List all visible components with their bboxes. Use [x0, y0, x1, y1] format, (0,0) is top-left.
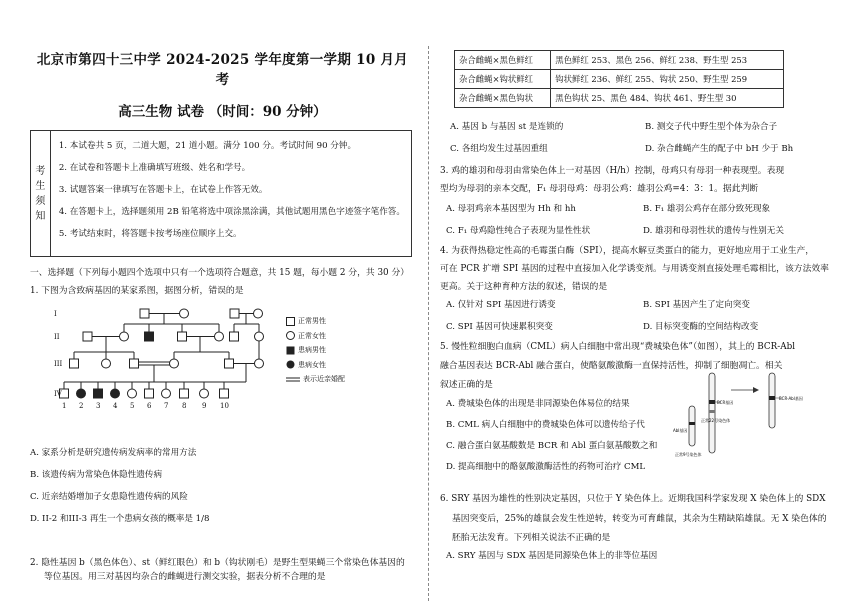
section-heading: 一、选择题（下列每小题四个选项中只有一个选项符合题意，共 15 题，每小题 2 分，共 30 分） — [30, 268, 410, 278]
iv-number: 1 — [62, 402, 67, 410]
table-row — [455, 70, 784, 89]
question-1-stem: 1. 下图为含致病基因的某家系图，据图分析，错误的是 — [30, 286, 244, 296]
column-divider — [428, 46, 429, 601]
label-normal22: 正常22号染色体 — [701, 418, 731, 423]
question-5-stem-line3: 叙述正确的是 — [440, 380, 493, 390]
q2-cross-table — [454, 50, 784, 108]
question-4-stem-line3: 更高。关于这种育种方法的叙述，错误的是 — [440, 282, 608, 292]
q4-option-a: A. 仅针对 SPI 基因进行诱变 — [446, 300, 556, 310]
q3-option-a: A. 母羽鸡亲本基因型为 Hh 和 hh — [446, 204, 576, 214]
legend-item: 患病男性 — [286, 343, 345, 358]
q3-option-d: D. 雄羽和母羽性状的遗传与性别无关 — [643, 226, 784, 236]
notice-label-char: 考 — [35, 165, 46, 177]
iv-number: 5 — [130, 402, 135, 410]
label-bcr: BCR基因 — [717, 400, 734, 405]
notice-label-char: 生 — [35, 180, 46, 192]
label-fusion: BCR-Abl基因 — [779, 396, 803, 401]
question-5-stem-line2: 融合基因表达 BCR-Abl 融合蛋白，使酪氨酸激酶一直保持活性，抑制了细胞凋亡。相关 — [440, 361, 783, 371]
iv-number: 2 — [79, 402, 84, 410]
q5-option-a: A. 费城染色体的出现是非同源染色体易位的结果 — [446, 399, 630, 409]
notice-item: 3. 试题答案一律填写在答题卡上，在试卷上作答无效。 — [58, 185, 268, 195]
pedigree-svg — [54, 304, 284, 434]
question-3-stem-line2: 型均为母羽的亲本交配，F₁ 母羽母鸡：母羽公鸡：雄羽公鸡=4：3：1。据此判断 — [440, 184, 759, 194]
q4-option-d: D. 目标突变酶的空间结构改变 — [643, 322, 759, 332]
q4-options — [440, 294, 840, 338]
exam-title-line2: 高三生物 试卷 （时间：90 分钟） — [118, 104, 327, 120]
table-cell-cross: 杂合雌蝇×黑色鲜红 — [455, 51, 551, 70]
q1-option-b: B. 该遗传病为常染色体隐性遗传病 — [30, 470, 163, 480]
question-4-stem-line2: 可在 PCR 扩增 SPI 基因的过程中直接加入化学诱变剂。与用诱变剂直接处理毛霉相比，该方法效率 — [440, 264, 829, 274]
notice-item: 5. 考试结束时，将答题卡按考场座位顺序上交。 — [58, 229, 242, 239]
q5-option-c: C. 融合蛋白氨基酸数是 BCR 和 Abl 蛋白氨基酸数之和 — [446, 441, 658, 451]
q1-option-d: D. II-2 和III-3 再生一个患病女孩的概率是 1/8 — [30, 514, 210, 524]
notice-item: 2. 在试卷和答题卡上准确填写班级、姓名和学号。 — [58, 163, 251, 173]
q4-option-c: C. SPI 基因可快速累积突变 — [446, 322, 553, 332]
q2-option-d: D. 杂合雌蝇产生的配子中 bH 少于 Bh — [645, 144, 794, 154]
q3-options — [440, 198, 840, 242]
notice-label — [31, 131, 51, 256]
legend-item: 正常女性 — [286, 329, 345, 344]
q2-option-a: A. 基因 b 与基因 st 是连锁的 — [450, 122, 564, 132]
notice-label-char: 须 — [35, 195, 46, 207]
q1-option-c: C. 近亲结婚增加子女患隐性遗传病的风险 — [30, 492, 188, 502]
notice-item: 1. 本试卷共 5 页，二道大题，21 道小题。满分 100 分。考试时间 90 分钟。 — [58, 141, 357, 151]
q2-options — [440, 116, 840, 160]
table-cell-result: 钩状鲜红 236、鲜红 255、钩状 250、野生型 259 — [551, 70, 784, 89]
question-4-stem-line1: 4. 为获得热稳定性高的毛霉蛋白酶（SPI），提高水解豆类蛋白的能力，更好地应用于工业生产， — [440, 246, 815, 256]
q5-option-d: D. 提高细胞中的酪氨酸激酶活性的药物可治疗 CML — [446, 462, 646, 472]
chromosome-svg — [673, 370, 823, 460]
iv-number: 6 — [147, 402, 152, 410]
gen-label: I — [54, 310, 57, 318]
legend-item: 表示近亲婚配 — [303, 375, 345, 383]
left-column — [30, 48, 415, 584]
label-normal9: 正常9号染色体 — [675, 452, 702, 457]
q5-option-b: B. CML 病人白细胞中的费城染色体可以遗传给子代 — [446, 420, 645, 430]
notice-list — [51, 131, 411, 256]
notice-label-char: 知 — [35, 210, 46, 222]
question-2-stem-line2: 等位基因。用三对基因均杂合的雌蝇进行测交实验，据表分析不合理的是 — [44, 572, 326, 582]
q1-option-a: A. 家系分析是研究遗传病发病率的常用方法 — [30, 448, 197, 458]
iv-number: 9 — [202, 402, 207, 410]
gen-label: IV — [54, 390, 62, 398]
q3-option-c: C. F₁ 母鸡隐性纯合子表现为显性性状 — [446, 226, 591, 236]
question-6-stem-line2: 基因突变后，25%的雄鼠会发生性逆转，转变为可育雌鼠，其余为生精缺陷雄鼠。无 X 染色体的 — [452, 514, 827, 524]
question-3-stem-line1: 3. 鸡的雄羽和母羽由常染色体上一对基因（H/h）控制，母鸡只有母羽一种表现型。表现 — [440, 166, 785, 176]
label-abl: Abl基因 — [673, 428, 688, 433]
question-2-stem-line1: 2. 隐性基因 b（黑色体色）、st（鲜红眼色）和 b（钩状刚毛）是野生型果蝇三个常染色体基因的 — [30, 558, 405, 568]
pedigree-legend — [286, 314, 345, 387]
table-cell-result: 黑色鲜红 253、黑色 256、鲜红 238、野生型 253 — [551, 51, 784, 70]
legend-item: 正常男性 — [286, 314, 345, 329]
gen-label: II — [54, 333, 60, 341]
table-row — [455, 51, 784, 70]
question-6-stem-line1: 6. SRY 基因为雄性的性别决定基因，只位于 Y 染色体上。近期我国科学家发现 X 染色体上的 SDX — [440, 494, 826, 504]
question-6-stem-line3: 胚胎无法发育。下列相关说法不正确的是 — [452, 533, 611, 543]
notice-box — [30, 130, 412, 257]
table-cell-cross: 杂合雌蝇×钩状鲜红 — [455, 70, 551, 89]
pedigree-chart — [54, 304, 345, 434]
table-cell-cross: 杂合雌蝇×黑色钩状 — [455, 89, 551, 108]
philadelphia-chromosome-figure — [673, 370, 823, 460]
iv-number: 3 — [96, 402, 101, 410]
notice-item: 4. 在答题卡上，选择题须用 2B 铅笔将选中项涂黑涂满，其他试题用黑色字迹签字笔作答。 — [58, 207, 405, 217]
q2-option-b: B. 测交子代中野生型个体为杂合子 — [645, 122, 778, 132]
legend-item: 患病女性 — [286, 358, 345, 373]
exam-title-line1: 北京市第四十三中学 2024-2025 学年度第一学期 10 月月考 — [36, 52, 409, 88]
question-5-stem-line1: 5. 慢性粒细胞白血病（CML）病人白细胞中常出现“费城染色体”（如图），其上的 BCR-Abl — [440, 342, 796, 352]
q6-option-a: A. SRY 基因与 SDX 基因是同源染色体上的非等位基因 — [446, 551, 658, 561]
iv-number: 10 — [220, 402, 229, 410]
table-row — [455, 89, 784, 108]
iv-number: 8 — [182, 402, 187, 410]
q3-option-b: B. F₁ 雄羽公鸡存在部分致死现象 — [643, 204, 771, 214]
q2-option-c: C. 各组均发生过基因重组 — [450, 144, 548, 154]
iv-number: 7 — [164, 402, 169, 410]
q4-option-b: B. SPI 基因产生了定向突变 — [643, 300, 750, 310]
iv-number: 4 — [113, 402, 118, 410]
gen-label: III — [54, 360, 63, 368]
right-column — [440, 50, 840, 563]
table-cell-result: 黑色钩状 25、黑色 484、钩状 461、野生型 30 — [551, 89, 784, 108]
